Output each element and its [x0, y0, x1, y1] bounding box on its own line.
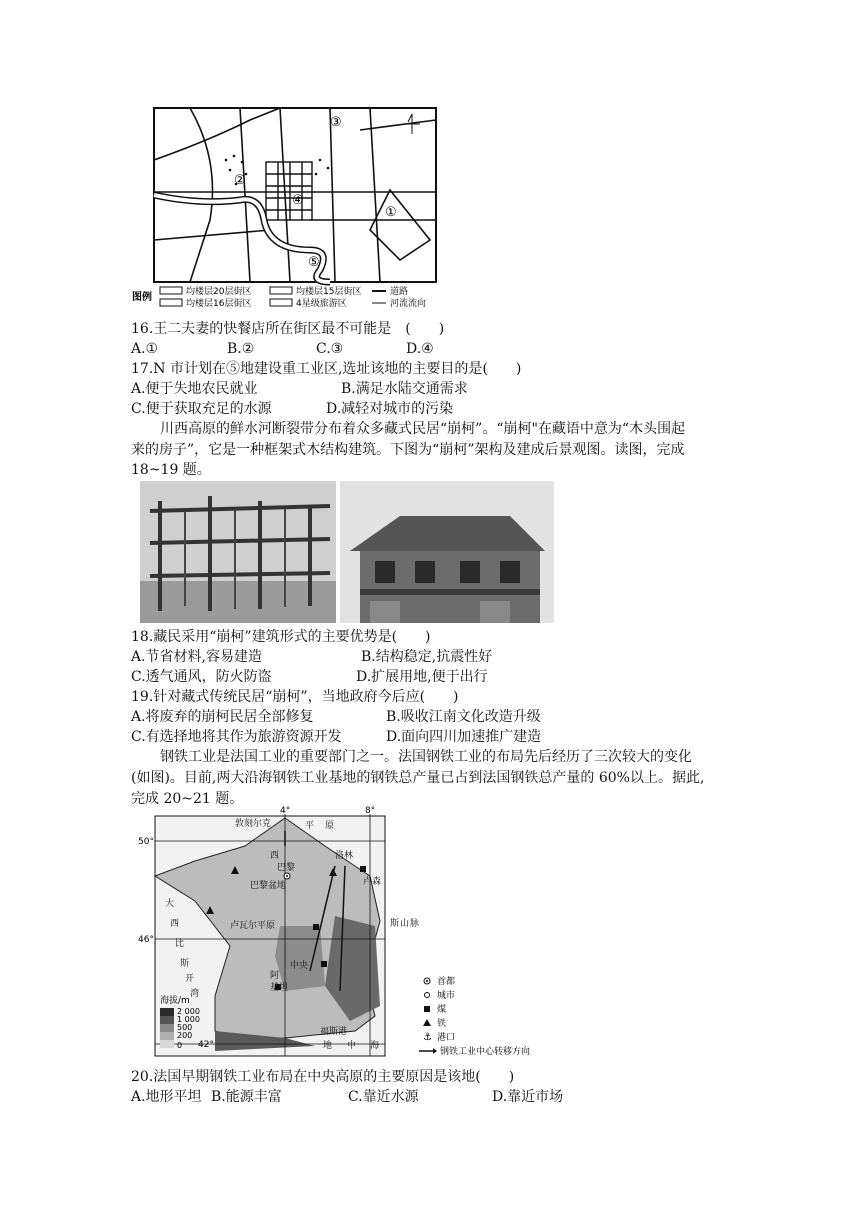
france-steel-map: [135, 806, 560, 1066]
passage1-line3: 18~19 题。: [131, 462, 211, 478]
q17-option-a[interactable]: A.便于失地农民就业: [131, 381, 258, 397]
place-label: 卢森: [363, 877, 382, 887]
svg-text:钢铁工业中心转移方向: 钢铁工业中心转移方向: [440, 1047, 531, 1057]
place-label: 敦刻尔克: [235, 819, 272, 829]
legend-item: 均楼层20层街区: [186, 287, 252, 297]
q16-option-c[interactable]: C.③: [316, 341, 344, 357]
lon-4: 4°: [280, 806, 291, 816]
svg-text:首都: 首都: [437, 977, 456, 987]
legend-item: 道路: [390, 287, 409, 297]
svg-text:200: 200: [177, 1031, 193, 1040]
legend-item: 均楼层15层街区: [296, 287, 362, 297]
place-label: 中央: [290, 961, 309, 971]
place-label: 基坦: [270, 983, 289, 993]
svg-text:铁: 铁: [437, 1019, 447, 1029]
q18-option-b[interactable]: B.结构稳定,抗震性好: [361, 649, 493, 665]
svg-text:1 000: 1 000: [177, 1015, 200, 1024]
place-label: 卢瓦尔平原: [230, 921, 276, 931]
place-label: 山: [400, 919, 410, 929]
lat-50: 50°: [138, 837, 154, 847]
q20-stem: 20.法国早期钢铁工业布局在中央高原的主要原因是该地( ): [131, 1069, 515, 1085]
q17-option-c[interactable]: C.便于获取充足的水源: [131, 401, 272, 417]
label-4: ④: [292, 193, 304, 208]
q19-option-c[interactable]: C.有选择地将其作为旅游资源开发: [131, 729, 342, 745]
q20-option-b[interactable]: B.能源丰富: [211, 1089, 282, 1105]
q18-option-a[interactable]: A.节省材料,容易建造: [131, 649, 263, 665]
q17-option-b[interactable]: B.满足水陆交通需求: [341, 381, 468, 397]
bengke-building-photo: [340, 481, 554, 623]
q16-option-b[interactable]: B.②: [227, 341, 255, 357]
label-2: ②: [234, 173, 246, 188]
q20-option-a[interactable]: A.地形平坦: [131, 1089, 202, 1105]
passage2-line3: 完成 20~21 题。: [131, 791, 244, 807]
legend-item: 河流流向: [390, 299, 427, 309]
label-3: ③: [330, 115, 342, 130]
place-label: 斯: [390, 919, 400, 929]
coal-symbol: [313, 924, 319, 930]
place-label: 大: [165, 899, 175, 909]
q18-option-d[interactable]: D.扩展用地,便于出行: [356, 669, 488, 685]
place-label: 巴黎: [277, 863, 296, 873]
q17-stem: 17.N 市计划在⑤地建设重工业区,选址该地的主要目的是( ): [131, 361, 522, 377]
place-label: 脉: [410, 919, 420, 929]
place-label: 西: [170, 919, 180, 929]
svg-text:500: 500: [177, 1023, 193, 1032]
place-label: 海: [370, 1041, 380, 1051]
legend-title: 图例: [132, 292, 152, 303]
city-map-figure: [130, 100, 450, 315]
coal-symbol: [321, 961, 327, 967]
passage2-line1: 钢铁工业是法国工业的重要部门之一。法国钢铁工业的布局先后经历了三次较大的变化: [160, 749, 692, 765]
lat-42: 42°: [198, 1040, 214, 1050]
place-label: 开: [185, 974, 195, 984]
q19-option-d[interactable]: D.面向四川加速推广建造: [386, 729, 542, 745]
label-5: ⑤: [308, 255, 320, 270]
legend-item: 均楼层16层街区: [186, 299, 252, 309]
q18-option-c[interactable]: C.透气通风，防火防盗: [131, 669, 272, 685]
svg-text:城市: 城市: [437, 991, 456, 1001]
legend-item: 4星级旅游区: [296, 299, 347, 309]
lon-8: 8°: [365, 806, 376, 816]
place-label: 斯: [180, 959, 190, 969]
place-label: 湾: [190, 989, 200, 999]
place-label: 平: [305, 821, 315, 831]
q16-option-d[interactable]: D.④: [406, 341, 434, 357]
q20-option-c[interactable]: C.靠近水源: [348, 1089, 419, 1105]
passage1-line1: 川西高原的鲜水河断裂带分布着众多藏式民居“崩柯”。“崩柯"在藏语中意为“木头围起: [160, 421, 686, 437]
q16-stem: 16.王二夫妻的快餐店所在街区最不可能是 ( ): [131, 321, 445, 337]
place-label: 洛林: [335, 851, 354, 861]
symbol-legend: [419, 975, 530, 1057]
place-label: 地: [323, 1041, 333, 1051]
place-label: 福斯港: [320, 1027, 348, 1037]
svg-text:煤: 煤: [437, 1005, 447, 1015]
lat-46: 46°: [138, 935, 154, 945]
label-1: ①: [385, 205, 397, 220]
svg-text:⚓: ⚓: [423, 1032, 432, 1043]
q19-option-a[interactable]: A.将废弃的崩柯民居全部修复: [131, 709, 314, 725]
q18-stem: 18.藏民采用“崩柯”建筑形式的主要优势是( ): [131, 629, 431, 645]
coal-symbol: [360, 866, 366, 872]
q16-option-a[interactable]: A.①: [131, 341, 159, 357]
q17-option-d[interactable]: D.减轻对城市的污染: [326, 401, 454, 417]
place-label: 巴黎盆地: [250, 881, 287, 891]
q19-stem: 19.针对藏式传统民居“崩柯”，当地政府今后应( ): [131, 689, 459, 705]
q20-option-d[interactable]: D.靠近市场: [492, 1089, 564, 1105]
svg-text:港口: 港口: [437, 1033, 456, 1043]
place-label: 西: [270, 851, 280, 861]
bengke-frame-photo: [140, 481, 336, 623]
place-label: 阿: [270, 971, 280, 981]
place-label: 中: [347, 1041, 357, 1051]
q19-option-b[interactable]: B.吸收江南文化改造升级: [386, 709, 541, 725]
place-label: 原: [325, 821, 335, 831]
passage2-line2: (如图)。目前,两大沿海钢铁工业基地的钢铁总产量已占到法国钢铁总产量的 60%以上。据此,: [131, 770, 705, 786]
place-label: 比: [175, 939, 185, 949]
svg-text:0: 0: [177, 1041, 183, 1050]
passage1-line2: 来的房子”，它是一种框架式木结构建筑。下图为“崩柯”架构及建成后景观图。读图，完成: [131, 442, 685, 458]
city-map: [130, 100, 450, 315]
svg-text:2 000: 2 000: [177, 1007, 200, 1016]
svg-text:海拔/m: 海拔/m: [160, 996, 190, 1006]
